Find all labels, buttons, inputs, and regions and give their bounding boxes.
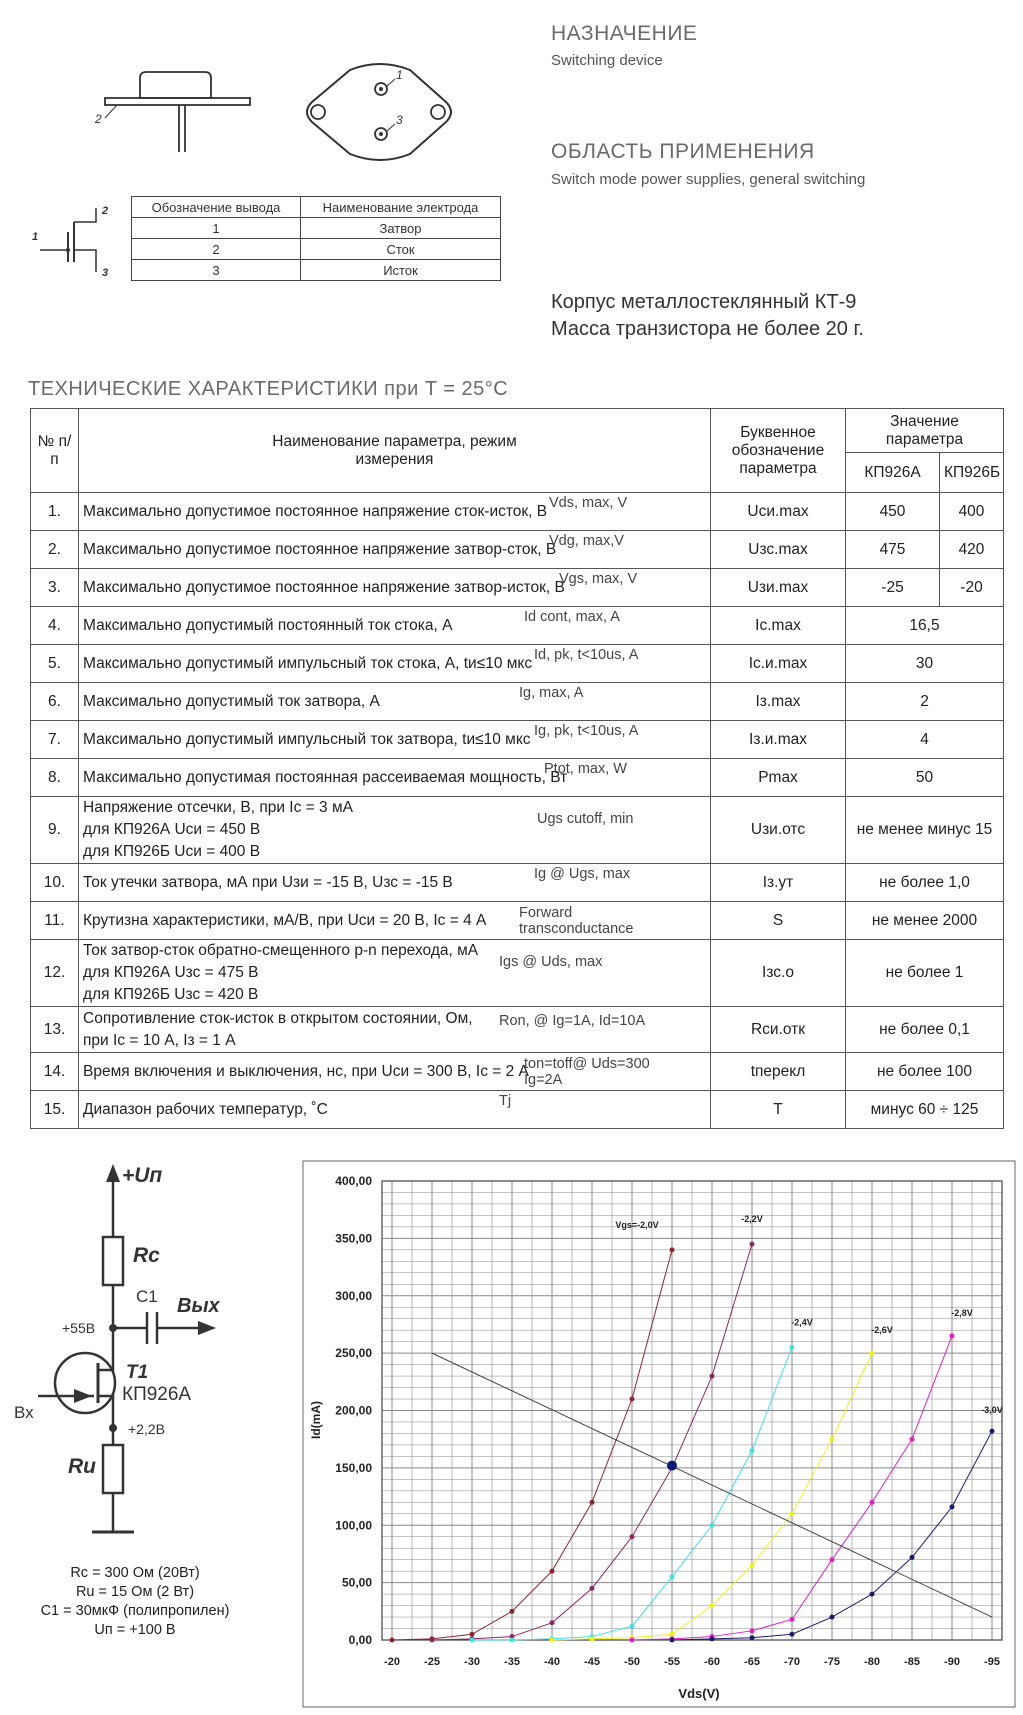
chart-x-tick: -90 [944, 1656, 960, 1668]
spec-number: 12. [31, 940, 79, 1007]
circuit-diagram [0, 1160, 260, 1560]
circuit-note: Ru = 15 Ом (2 Вт) [75, 1584, 195, 1600]
spec-row [31, 940, 1004, 1007]
spec-parameter [79, 940, 711, 1007]
specs-table [30, 408, 1004, 1129]
symbol-pin-1: 1 [32, 231, 39, 243]
chart-data-point [510, 1609, 515, 1614]
chart-data-point [870, 1500, 875, 1505]
header-symbol: Буквенное обозначение параметра [711, 409, 846, 493]
spec-parameter [79, 607, 711, 645]
spec-parameter-line: Максимально допустимый постоянный ток стока, А [83, 616, 453, 634]
spec-value: не более 1 [846, 940, 1004, 1007]
purpose-title: НАЗНАЧЕНИЕ [551, 22, 698, 45]
chart-series-label: -2,4V [791, 1317, 813, 1328]
spec-symbol: T [711, 1091, 846, 1129]
spec-row [31, 1091, 1004, 1129]
chart-data-point [630, 1638, 635, 1643]
chart-data-point [830, 1437, 835, 1442]
spec-value: 4 [846, 721, 1004, 759]
chart-data-point [590, 1636, 595, 1641]
spec-value: не более 1,0 [846, 864, 1004, 902]
package-line-1: Корпус металлостеклянный КТ-9 [551, 291, 857, 313]
chart-x-tick: -70 [784, 1656, 800, 1668]
chart-data-point [390, 1638, 395, 1643]
spec-parameter [79, 1007, 711, 1053]
spec-value: не более 0,1 [846, 1007, 1004, 1053]
chart-y-tick: 400,00 [335, 1174, 372, 1188]
spec-value: не более 100 [846, 1053, 1004, 1091]
chart-data-point [910, 1437, 915, 1442]
chart-y-tick: 300,00 [335, 1288, 372, 1303]
pin-table-header: Обозначение вывода [132, 197, 301, 218]
spec-number: 5. [31, 645, 79, 683]
spec-row [31, 645, 1004, 683]
spec-parameter-line: Максимально допустимое постоянное напряжение затвор-исток, В [83, 578, 565, 596]
spec-row [31, 531, 1004, 569]
spec-english-label: Ron, @ Ig=1A, Id=10A [499, 1013, 646, 1029]
spec-number: 11. [31, 902, 79, 940]
spec-number: 2. [31, 531, 79, 569]
spec-number: 13. [31, 1007, 79, 1053]
circuit-rc-label: Rc [133, 1244, 160, 1267]
spec-value-a: -25 [846, 569, 940, 607]
chart-x-tick: -55 [664, 1656, 680, 1668]
spec-english-label: Vgs, max, V [559, 571, 638, 587]
chart-data-point [950, 1333, 955, 1338]
spec-parameter-line: Максимально допустимый импульсный ток затвора, tи≤10 мкс [83, 730, 531, 748]
chart-x-tick: -80 [864, 1656, 880, 1668]
chart-data-point [630, 1534, 635, 1539]
chart-data-point [750, 1635, 755, 1640]
spec-value: 30 [846, 645, 1004, 683]
spec-row [31, 683, 1004, 721]
package-pin-label: 2 [95, 112, 102, 126]
chart-y-tick: 100,00 [335, 1518, 372, 1533]
header-value-b: КП926Б [940, 453, 1004, 493]
spec-number: 1. [31, 493, 79, 531]
chart-y-tick: 350,00 [335, 1231, 372, 1246]
spec-parameter [79, 569, 711, 607]
spec-english-label: ton=toff@ Uds=300 Ig=2A [524, 1056, 650, 1088]
spec-symbol: Iз.и.max [711, 721, 846, 759]
spec-parameter [79, 759, 711, 797]
pin-number: 2 [132, 239, 301, 260]
package-pin-label: 3 [396, 113, 403, 127]
spec-english-label: Ig, max, A [519, 685, 584, 701]
spec-row [31, 797, 1004, 864]
chart-data-point [790, 1617, 795, 1622]
spec-number: 15. [31, 1091, 79, 1129]
specs-title: ТЕХНИЧЕСКИЕ ХАРАКТЕРИСТИКИ при T = 25°C [28, 378, 509, 400]
package-pin-label: 1 [396, 68, 403, 82]
chart-data-point [550, 1620, 555, 1625]
chart-operating-point [667, 1461, 677, 1471]
spec-parameter-line: Максимально допустимый ток затвора, А [83, 692, 380, 710]
spec-row [31, 721, 1004, 759]
chart-data-point [910, 1555, 915, 1560]
chart-series-label: -3,0V [981, 1405, 1003, 1416]
spec-value: 50 [846, 759, 1004, 797]
pin-table [131, 196, 501, 281]
chart-data-point [710, 1374, 715, 1379]
chart-data-point [990, 1429, 995, 1434]
chart-data-point [670, 1574, 675, 1579]
spec-parameter [79, 902, 711, 940]
spec-number: 6. [31, 683, 79, 721]
purpose-text: Switching device [551, 52, 663, 69]
chart-y-tick: 150,00 [335, 1460, 372, 1475]
circuit-note: Uп = +100 В [94, 1622, 176, 1638]
chart-series-label: -2,6V [871, 1325, 893, 1336]
spec-parameter-line: при Ic = 10 А, Iз = 1 А [83, 1031, 236, 1049]
circuit-out-label: Вых [177, 1295, 220, 1317]
spec-value-b: -20 [940, 569, 1004, 607]
circuit-ru-label: Ru [68, 1455, 96, 1478]
package-side-view [95, 70, 255, 160]
spec-row [31, 569, 1004, 607]
spec-value: минус 60 ÷ 125 [846, 1091, 1004, 1129]
header-name: Наименование параметра, режим измерения [79, 409, 711, 493]
chart-data-point [550, 1638, 555, 1643]
chart-y-tick: 0,00 [348, 1633, 372, 1647]
chart-data-point [470, 1638, 475, 1643]
chart-x-label: Vds(V) [678, 1686, 720, 1701]
pin-table-header: Наименование электрода [301, 197, 501, 218]
spec-row [31, 864, 1004, 902]
chart-x-tick: -85 [904, 1656, 920, 1668]
spec-symbol: S [711, 902, 846, 940]
spec-row [31, 607, 1004, 645]
chart-data-point [430, 1638, 435, 1643]
pin-electrode: Сток [301, 239, 501, 260]
chart-data-point [670, 1638, 675, 1643]
chart-data-point [710, 1523, 715, 1528]
chart-data-point [750, 1242, 755, 1247]
chart-x-tick: -30 [464, 1656, 480, 1668]
circuit-note: C1 = 30мкФ (полипропилен) [40, 1603, 230, 1619]
chart-data-point [870, 1351, 875, 1356]
spec-symbol: Uси.max [711, 493, 846, 531]
spec-parameter-line: Ток затвор-сток обратно-смещенного p-n перехода, мА [83, 942, 479, 959]
chart-data-point [710, 1636, 715, 1641]
spec-number: 7. [31, 721, 79, 759]
spec-number: 9. [31, 797, 79, 864]
pin-number: 3 [132, 260, 301, 281]
circuit-notes [10, 1564, 260, 1640]
chart-data-point [790, 1632, 795, 1637]
spec-parameter [79, 721, 711, 759]
spec-row [31, 493, 1004, 531]
symbol-pin-2: 2 [102, 205, 109, 217]
spec-value-a: 475 [846, 531, 940, 569]
chart-x-tick: -20 [384, 1656, 400, 1668]
spec-number: 4. [31, 607, 79, 645]
spec-number: 3. [31, 569, 79, 607]
spec-parameter-line: Максимально допустимая постоянная рассеиваемая мощность, Вт [83, 768, 568, 786]
chart-y-tick: 50,00 [341, 1575, 372, 1590]
circuit-note: Rc = 300 Ом (20Вт) [70, 1565, 200, 1581]
chart-data-point [470, 1632, 475, 1637]
spec-symbol: Uзи.max [711, 569, 846, 607]
chart-series-label: Vgs=-2,0V [615, 1219, 659, 1230]
application-title: ОБЛАСТЬ ПРИМЕНЕНИЯ [551, 140, 815, 163]
spec-symbol: Pmax [711, 759, 846, 797]
spec-value: не менее минус 15 [846, 797, 1004, 864]
chart-x-tick: -75 [824, 1656, 840, 1668]
chart-data-point [750, 1563, 755, 1568]
circuit-c1-label: C1 [136, 1287, 158, 1306]
circuit-input-label: Вх [14, 1403, 34, 1422]
circuit-drain-voltage: +55В [62, 1320, 96, 1336]
spec-symbol: Ic.max [711, 607, 846, 645]
package-line-2: Масса транзистора не более 20 г. [551, 318, 864, 340]
chart-data-point [950, 1504, 955, 1509]
chart-data-point [510, 1638, 515, 1643]
package-bottom-view [298, 62, 458, 172]
spec-number: 10. [31, 864, 79, 902]
spec-symbol: Iзс.о [711, 940, 846, 1007]
pin-electrode: Затвор [301, 218, 501, 239]
spec-symbol: Uзи.отс [711, 797, 846, 864]
spec-row [31, 902, 1004, 940]
spec-value-a: 450 [846, 493, 940, 531]
spec-parameter-line: Крутизна характеристики, мА/В, при Uси = 20 В, Ic = 4 А [83, 911, 487, 929]
chart-x-tick: -40 [544, 1656, 560, 1668]
transistor-symbol [28, 200, 118, 280]
spec-symbol: Rси.отк [711, 1007, 846, 1053]
spec-value-b: 420 [940, 531, 1004, 569]
chart-x-tick: -65 [744, 1656, 760, 1668]
chart-data-point [830, 1615, 835, 1620]
application-text: Switch mode power supplies, general switching [551, 171, 866, 188]
spec-parameter-line: для КП926А Uзс = 475 В [83, 964, 259, 981]
spec-value-b: 400 [940, 493, 1004, 531]
chart-data-point [550, 1569, 555, 1574]
chart-y-label: Id(mA) [309, 1401, 323, 1439]
spec-parameter [79, 493, 711, 531]
spec-english-label: Forward transconductance [519, 905, 634, 937]
chart-data-point [750, 1448, 755, 1453]
chart-data-point [710, 1603, 715, 1608]
chart-data-point [790, 1345, 795, 1350]
circuit-supply-label: +Uп [122, 1164, 163, 1187]
spec-symbol: Iз.ут [711, 864, 846, 902]
spec-parameter-line: для КП926Б Uси = 400 В [83, 843, 261, 860]
spec-parameter-line: Сопротивление сток-исток в открытом состоянии, Ом, [83, 1009, 473, 1027]
spec-english-label: Ugs cutoff, min [537, 811, 634, 827]
spec-english-label: Ig @ Ugs, max [534, 866, 631, 882]
spec-symbol: tперекл [711, 1053, 846, 1091]
pin-number: 1 [132, 218, 301, 239]
spec-parameter [79, 645, 711, 683]
spec-parameter [79, 1091, 711, 1129]
chart-data-point [670, 1247, 675, 1252]
spec-english-label: Ptot, max, W [544, 761, 627, 777]
chart-data-point [830, 1557, 835, 1562]
header-value: Значение параметра [846, 409, 1004, 453]
chart-x-tick: -25 [424, 1656, 440, 1668]
chart-x-tick: -45 [584, 1656, 600, 1668]
spec-symbol: Iз.max [711, 683, 846, 721]
chart-x-tick: -60 [704, 1656, 720, 1668]
chart-data-point [630, 1397, 635, 1402]
chart-y-tick: 250,00 [335, 1346, 372, 1361]
chart-x-tick: -50 [624, 1656, 640, 1668]
spec-parameter [79, 683, 711, 721]
chart-data-point [630, 1624, 635, 1629]
spec-value: 16,5 [846, 607, 1004, 645]
spec-row [31, 1053, 1004, 1091]
spec-english-label: Tj [499, 1093, 512, 1109]
chart-series-label: -2,2V [741, 1214, 763, 1225]
chart-data-point [590, 1586, 595, 1591]
header-value-a: КП926А [846, 453, 940, 493]
spec-parameter [79, 864, 711, 902]
spec-english-label: Vdg, max,V [549, 533, 624, 549]
spec-symbol: Ic.и.max [711, 645, 846, 683]
spec-english-label: Id, pk, t<10us, A [534, 647, 639, 663]
spec-parameter-line: Время включения и выключения, нс, при Uси = 300 В, Ic = 2 А [83, 1062, 529, 1080]
circuit-t1-label: T1 [126, 1362, 149, 1383]
symbol-pin-3: 3 [102, 267, 109, 279]
spec-parameter-line: Максимально допустимое постоянное напряжение затвор-сток, В [83, 540, 557, 558]
spec-value: не менее 2000 [846, 902, 1004, 940]
spec-parameter-line: Диапазон рабочих температур, ˚С [83, 1100, 328, 1118]
chart-y-tick: 200,00 [335, 1403, 372, 1418]
spec-parameter-line: для КП926А Uси = 450 В [83, 821, 261, 838]
spec-symbol: Uзс.max [711, 531, 846, 569]
chart-x-tick: -35 [504, 1656, 520, 1668]
spec-parameter [79, 1053, 711, 1091]
spec-english-label: Id cont, max, A [524, 609, 620, 625]
circuit-source-voltage: +2,2В [128, 1421, 165, 1437]
spec-english-label: Ig, pk, t<10us, A [534, 723, 639, 739]
id-vds-chart [302, 1160, 1016, 1708]
spec-value: 2 [846, 683, 1004, 721]
chart-data-point [790, 1511, 795, 1516]
pin-electrode: Исток [301, 260, 501, 281]
circuit-part-label: КП926А [122, 1384, 192, 1405]
chart-data-point [670, 1632, 675, 1637]
spec-parameter [79, 797, 711, 864]
spec-row [31, 759, 1004, 797]
spec-parameter-line: Ток утечки затвора, мА при Uзи = -15 В, Uзс = -15 В [83, 873, 453, 891]
spec-number: 8. [31, 759, 79, 797]
spec-parameter [79, 531, 711, 569]
spec-english-label: Vds, max, V [549, 495, 628, 511]
chart-data-point [870, 1592, 875, 1597]
spec-parameter-line: для КП926Б Uзс = 420 В [83, 986, 259, 1003]
chart-x-tick: -95 [984, 1656, 1000, 1668]
spec-parameter-line: Максимально допустимое постоянное напряжение сток-исток, В [83, 502, 548, 520]
chart-data-point [750, 1628, 755, 1633]
chart-data-point [590, 1500, 595, 1505]
spec-english-label: Igs @ Uds, max [499, 954, 603, 970]
spec-number: 14. [31, 1053, 79, 1091]
spec-parameter-line: Напряжение отсечки, В, при Ic = 3 мА [83, 799, 353, 816]
spec-parameter-line: Максимально допустимый импульсный ток стока, А, tи≤10 мкс [83, 654, 533, 672]
spec-row [31, 1007, 1004, 1053]
chart-series-label: -2,8V [951, 1307, 973, 1318]
header-num: № п/п [31, 409, 79, 493]
